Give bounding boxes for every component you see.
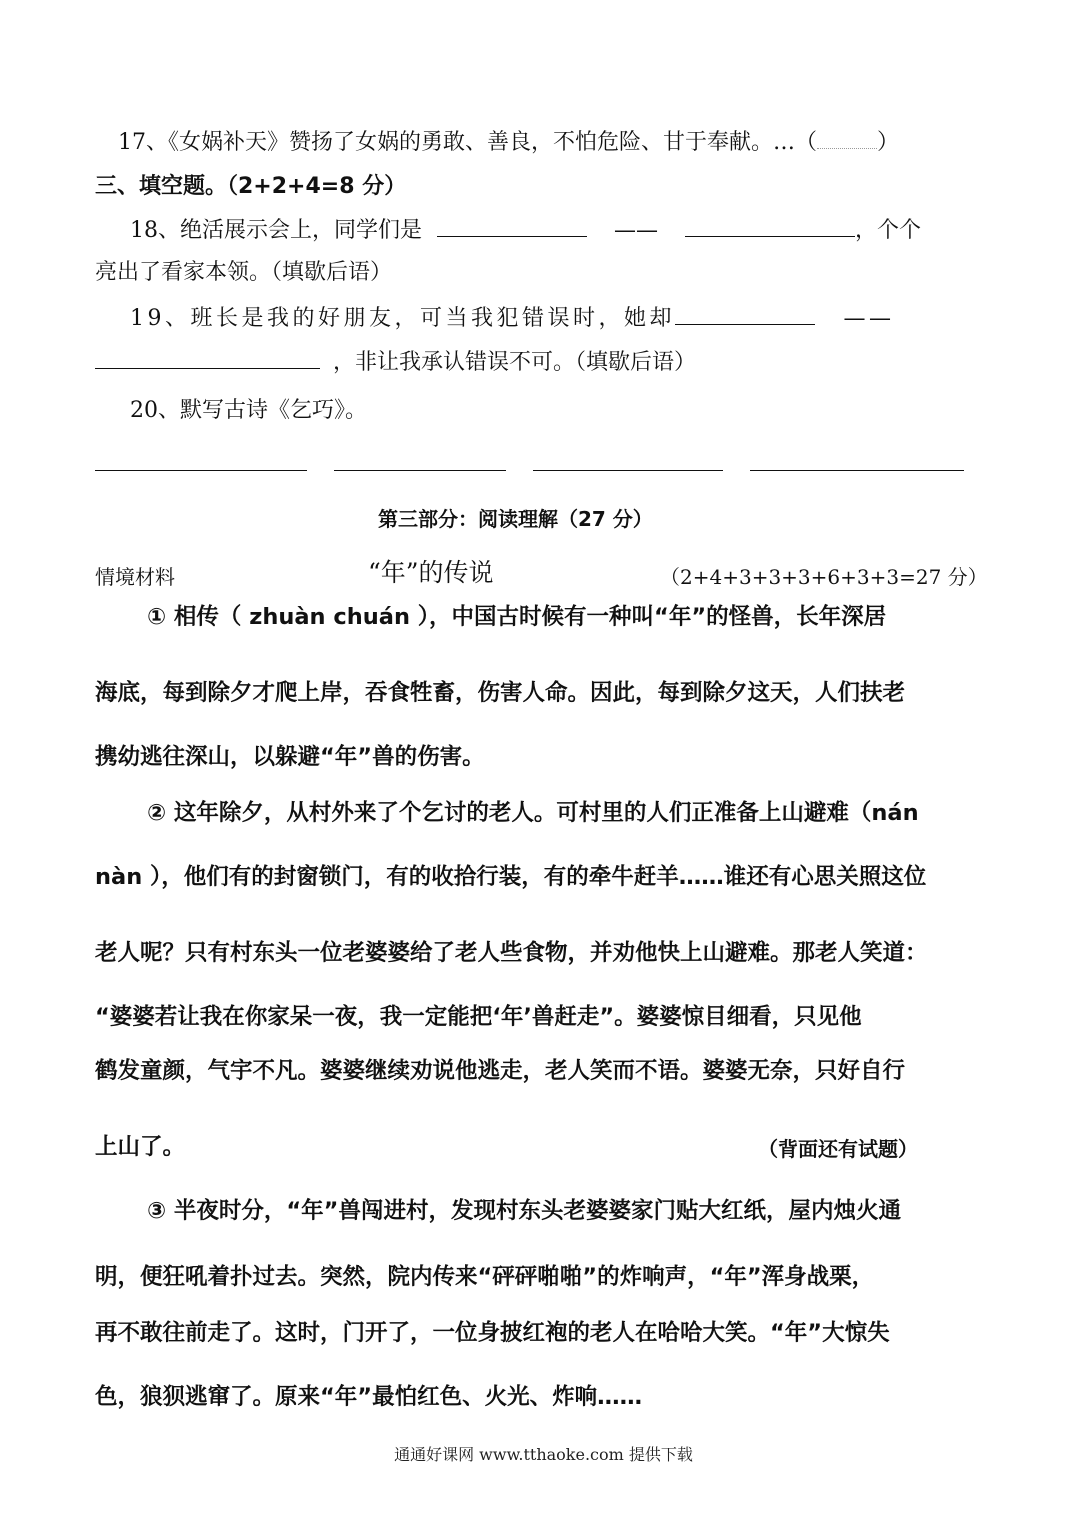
text-line: 海底，每到除夕才爬上岸，吞食牲畜，伤害人命。因此，每到除夕这天，人们扶老 bbox=[95, 680, 906, 706]
question-17-text: 17、《女娲补天》赞扬了女娲的勇敢、善良，不怕危险、甘于奉献。…（ bbox=[118, 130, 817, 155]
answer-blank[interactable] bbox=[334, 448, 506, 471]
question-18-text: 18、绝活展示会上，同学们是 bbox=[130, 218, 422, 243]
answer-blank[interactable] bbox=[817, 128, 877, 149]
text-line: nàn ），他们有的封窗锁门，有的收拾行装，有的牵牛赶羊……谁还有心思关照这位 bbox=[95, 864, 927, 890]
question-18-text-end: ，个个 bbox=[855, 218, 922, 243]
text-line: ① 相传（ zhuàn chuán ），中国古时候有一种叫“年”的怪兽，长年深居 bbox=[147, 604, 887, 630]
question-18-line-1 bbox=[130, 214, 921, 246]
reading-title: “年”的传说 bbox=[368, 558, 494, 587]
answer-blank[interactable] bbox=[675, 302, 815, 325]
question-19-line-1 bbox=[130, 302, 895, 334]
reading-label: 情境材料 bbox=[95, 565, 175, 589]
answer-blank[interactable] bbox=[95, 448, 307, 471]
text-line: 鹤发童颜，气宇不凡。婆婆继续劝说他逃走，老人笑而不语。婆婆无奈，只好自行 bbox=[95, 1058, 906, 1084]
section-3-title: 三、填空题。（2+2+4=8 分） bbox=[95, 174, 407, 199]
question-19-text-2: ，非让我承认错误不可。（填歇后语） bbox=[333, 350, 697, 375]
back-page-note: （背面还有试题） bbox=[758, 1137, 918, 1161]
answer-blank[interactable] bbox=[437, 214, 587, 237]
text-line: 携幼逃往深山，以躲避“年”兽的伤害。 bbox=[95, 744, 485, 770]
answer-blank[interactable] bbox=[750, 448, 964, 471]
part-3-title: 第三部分：阅读理解（27 分） bbox=[378, 507, 653, 531]
dash: —— bbox=[843, 306, 895, 331]
text-line: ② 这年除夕，从村外来了个乞讨的老人。可村里的人们正准备上山避难（nán bbox=[147, 800, 919, 826]
reading-score: （2+4+3+3+3+6+3+3=27 分） bbox=[660, 565, 988, 589]
question-17 bbox=[118, 128, 899, 158]
text-line: 再不敢往前走了。这时，门开了，一位身披红袍的老人在哈哈大笑。“年”大惊失 bbox=[95, 1320, 890, 1346]
answer-blank[interactable] bbox=[685, 214, 855, 237]
text-line: 色，狼狈逃窜了。原来“年”最怕红色、火光、炸响…… bbox=[95, 1384, 643, 1410]
question-19-line-2 bbox=[95, 346, 696, 378]
text-line: 上山了。 bbox=[95, 1134, 186, 1160]
answer-blank[interactable] bbox=[95, 346, 320, 369]
question-20: 20、默写古诗《乞巧》。 bbox=[130, 398, 367, 423]
question-18-line-2: 亮出了看家本领。（填歇后语） bbox=[95, 260, 393, 285]
dash: —— bbox=[614, 218, 658, 243]
text-line: “婆婆若让我在你家呆一夜，我一定能把‘年’兽赶走”。婆婆惊目细看，只见他 bbox=[95, 1004, 862, 1030]
text-line: ③ 半夜时分，“年”兽闯进村，发现村东头老婆婆家门贴大红纸，屋内烛火通 bbox=[147, 1198, 901, 1224]
answer-blank[interactable] bbox=[533, 448, 723, 471]
text-line: 老人呢？只有村东头一位老婆婆给了老人些食物，并劝他快上山避难。那老人笑道： bbox=[95, 940, 928, 966]
page-footer: 通通好课网 www.tthaoke.com 提供下载 bbox=[394, 1445, 693, 1464]
text-line: 明，便狂吼着扑过去。突然，院内传来“砰砰啪啪”的炸响声，“年”浑身战栗， bbox=[95, 1264, 875, 1290]
question-19-text: 19、班长是我的好朋友，可当我犯错误时，她却 bbox=[130, 306, 675, 331]
poem-answer-lines bbox=[95, 448, 964, 480]
question-17-close: ） bbox=[877, 130, 900, 155]
